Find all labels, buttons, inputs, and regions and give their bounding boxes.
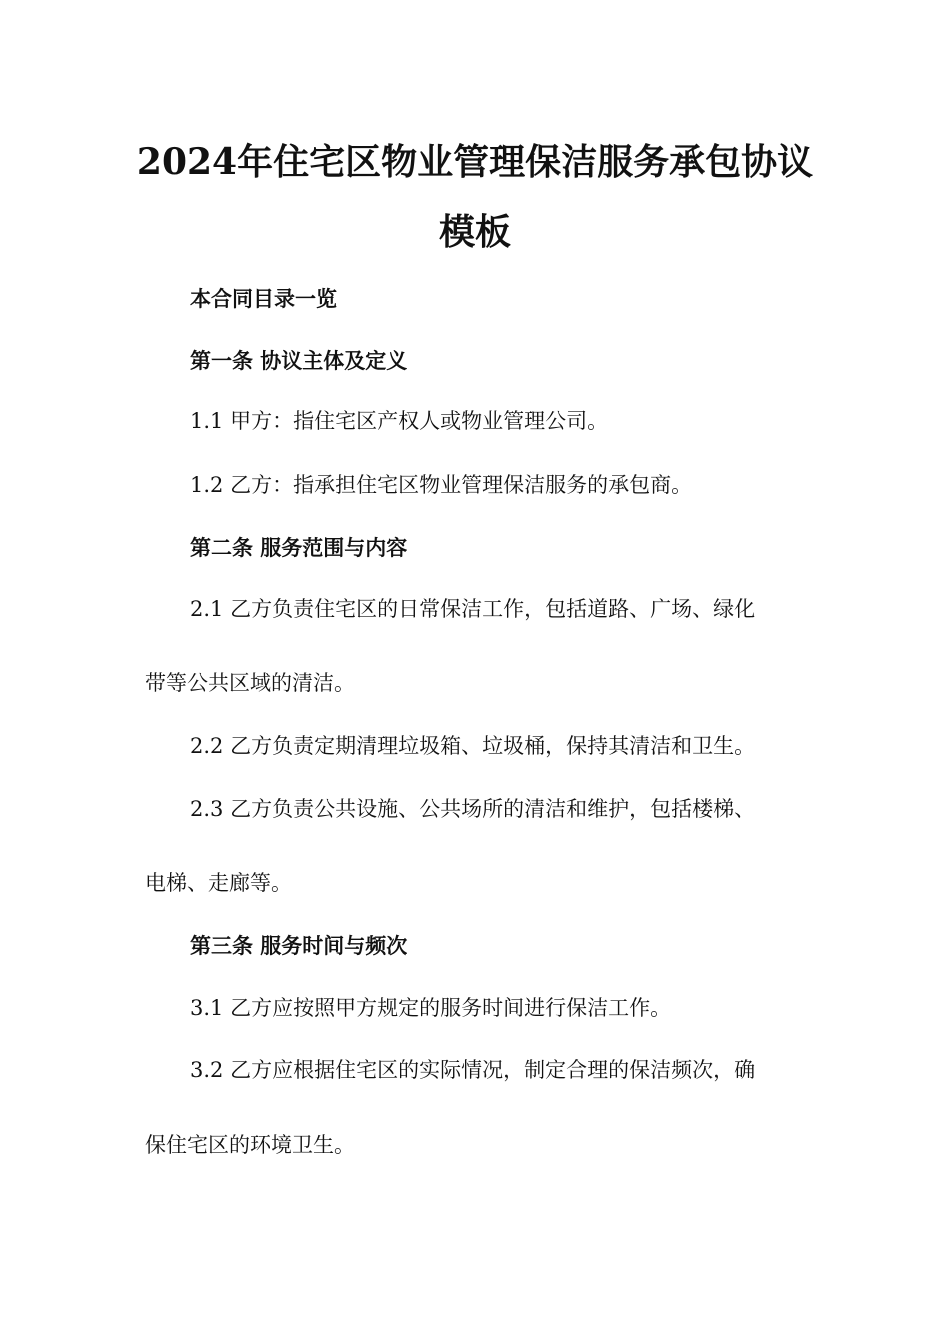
article-1-clause-2: 1.2 乙方：指承担住宅区物业管理保洁服务的承包商。 bbox=[190, 473, 693, 497]
article-2-clause-1-line-1: 2.1 乙方负责住宅区的日常保洁工作，包括道路、广场、绿化 bbox=[190, 597, 756, 621]
article-3-heading: 第三条 服务时间与频次 bbox=[190, 933, 408, 958]
article-1-heading: 第一条 协议主体及定义 bbox=[190, 348, 408, 373]
article-3-clause-1: 3.1 乙方应按照甲方规定的服务时间进行保洁工作。 bbox=[190, 996, 672, 1020]
document-title-line-1: 2024年住宅区物业管理保洁服务承包协议 bbox=[136, 141, 814, 183]
article-3-clause-2-line-2: 保住宅区的环境卫生。 bbox=[145, 1133, 355, 1157]
article-3-clause-2-line-1: 3.2 乙方应根据住宅区的实际情况，制定合理的保洁频次，确 bbox=[190, 1058, 756, 1082]
article-2-clause-1-line-2: 带等公共区域的清洁。 bbox=[145, 671, 355, 695]
article-2-clause-2: 2.2 乙方负责定期清理垃圾箱、垃圾桶，保持其清洁和卫生。 bbox=[190, 734, 756, 758]
article-2-heading: 第二条 服务范围与内容 bbox=[190, 535, 408, 560]
article-2-clause-3-line-1: 2.3 乙方负责公共设施、公共场所的清洁和维护，包括楼梯、 bbox=[190, 797, 756, 821]
toc-heading: 本合同目录一览 bbox=[190, 286, 337, 311]
article-2-clause-3-line-2: 电梯、走廊等。 bbox=[145, 871, 292, 895]
document-title-line-2: 模板 bbox=[438, 211, 511, 253]
article-1-clause-1: 1.1 甲方：指住宅区产权人或物业管理公司。 bbox=[190, 409, 609, 433]
